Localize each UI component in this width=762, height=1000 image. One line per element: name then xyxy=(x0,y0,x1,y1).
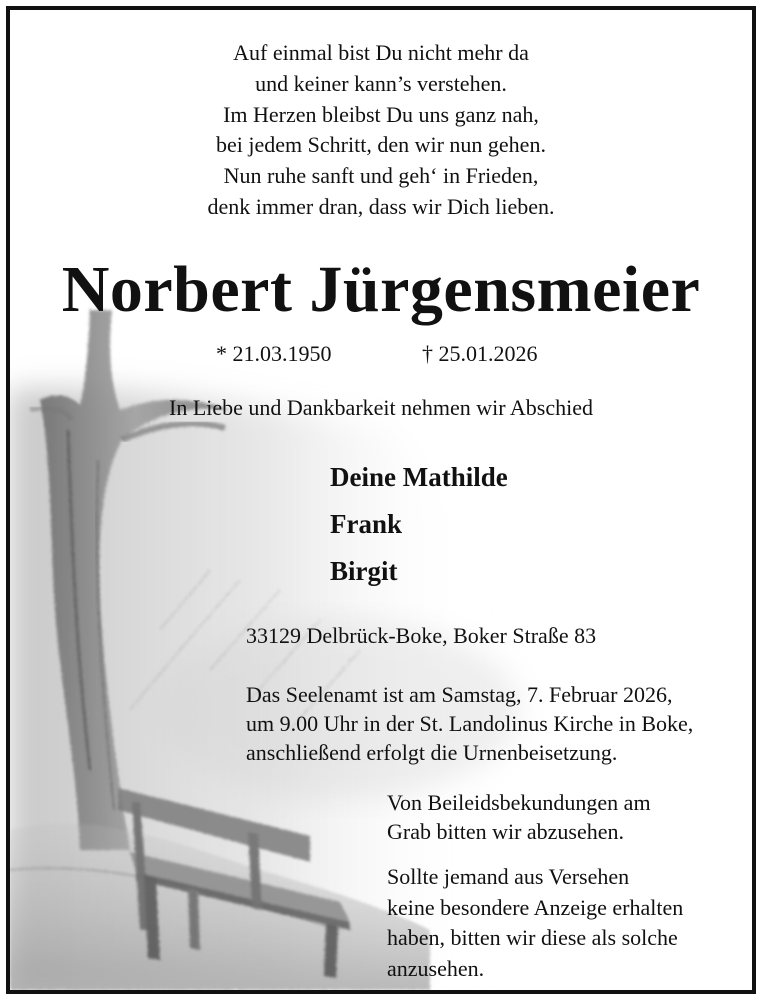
condolence-line: Grab bitten wir abzusehen. xyxy=(387,819,625,844)
poem-line: Auf einmal bist Du nicht mehr da xyxy=(233,40,529,65)
memorial-poem xyxy=(10,38,752,223)
condolence-request xyxy=(387,788,651,846)
obituary-notice xyxy=(6,6,756,994)
poem-line: bei jedem Schritt, den wir nun gehen. xyxy=(216,132,546,158)
service-line: Das Seelenamt ist am Samstag, 7. Februar 2026, xyxy=(246,682,673,707)
poem-line: und keiner kann’s verstehen. xyxy=(255,70,507,96)
no-notice-received-note xyxy=(387,862,683,984)
poem-line: denk immer dran, dass wir Dich lieben. xyxy=(207,193,555,219)
farewell-line: In Liebe und Dankbarkeit nehmen wir Abschied xyxy=(169,395,593,420)
notice-line: haben, bitten wir diese als solche xyxy=(387,925,678,950)
notice-line: Sollte jemand aus Versehen xyxy=(387,864,630,889)
mourner-name: Birgit xyxy=(330,556,398,586)
deceased-name: Norbert Jürgensmeier xyxy=(61,253,701,326)
mourner-name: Frank xyxy=(330,509,403,539)
service-line: um 9.00 Uhr in der St. Landolinus Kirche in Boke, xyxy=(246,711,694,736)
poem-line: Nun ruhe sanft und geh‘ in Frieden, xyxy=(223,163,539,189)
death-date: † 25.01.2026 xyxy=(422,341,538,366)
notice-line: keine besondere Anzeige erhalten xyxy=(387,894,684,920)
notice-line: anzusehen. xyxy=(387,955,485,981)
family-address: 33129 Delbrück-Boke, Boker Straße 83 xyxy=(246,623,597,648)
poem-line: Im Herzen bleibst Du uns ganz nah, xyxy=(223,101,539,127)
service-line: anschließend erfolgt die Urnenbeisetzung. xyxy=(246,740,618,765)
mourner-name: Deine Mathilde xyxy=(330,462,508,492)
service-info xyxy=(246,680,693,767)
condolence-line: Von Beileidsbekundungen am xyxy=(387,790,651,815)
birth-date: * 21.03.1950 xyxy=(216,341,332,366)
mourners-list xyxy=(330,454,508,595)
